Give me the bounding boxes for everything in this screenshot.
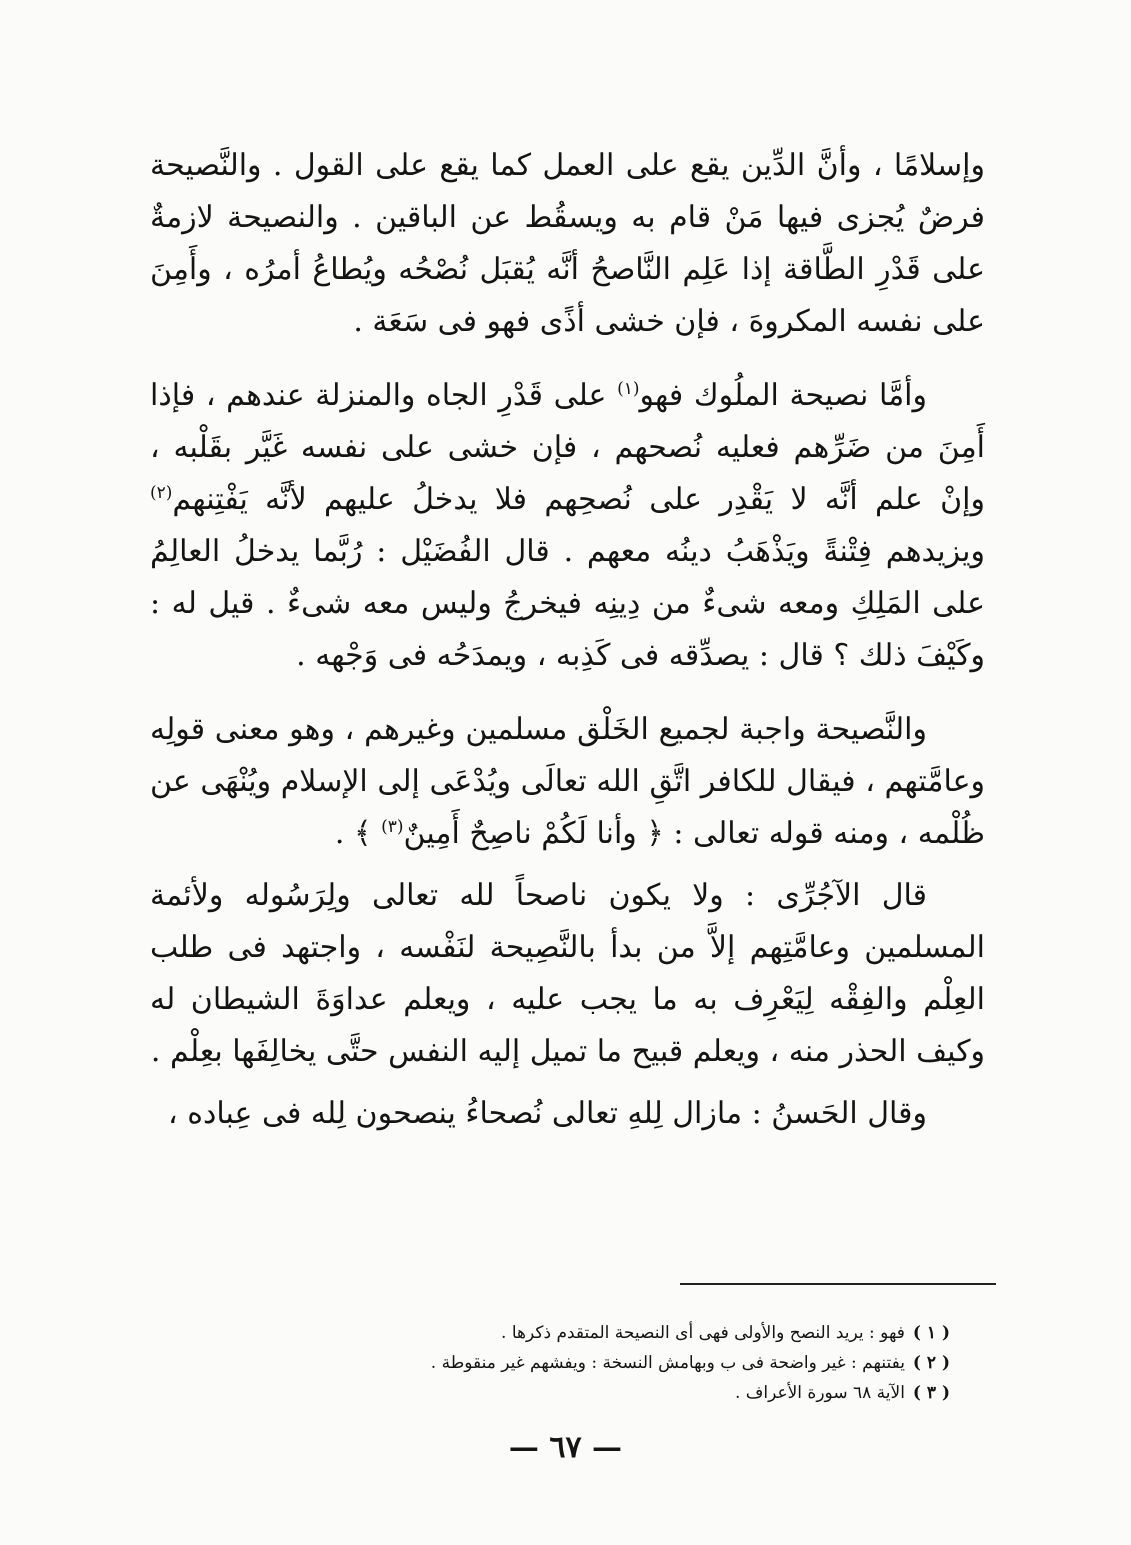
paragraph-3 (150, 704, 985, 860)
footnote-2 (360, 1348, 950, 1378)
main-text (150, 140, 985, 1162)
footnote-1-number: ( ١ ) (912, 1323, 950, 1343)
footnote-3-number: ( ٣ ) (912, 1383, 950, 1403)
footnote-ref-1: (١) (617, 379, 640, 399)
paragraph-4: قال الآجُرِّى : ولا يكون ناصحاً لله تعالى ولِرَسُوله ولأئمة المسلمين وعامَّتِهم إلاَّ من بدأ بالنَّصِيحة لنَفْسه ، واجتهد فى طلب العِلْم والفِقْه لِيَعْرِف به ما يجب عليه ، ويعلم عداوَةَ الشيطان له وكيف الحذر منه ، ويعلم قبيح ما تميل إليه النفس حتَّى يخالِفَها بعِلْم . (150, 878, 985, 1069)
paragraph-2-part-b: على قَدْرِ الجاه والمنزلة عندهم ، فإذا أَمِنَ من ضَرِّهم فعليه نُصحهم ، فإن خشى على نفسه غَيَّر بقَلْبه ، وإنْ علم أنَّه لا يَقْدِر على نُصحِهم فلا يدخلُ عليهم لأنَّه يَفْتِنهم (150, 378, 985, 517)
footnote-2-text: يفتنهم : غير واضحة فى ب وبهامش النسخة : ويفشهم غير منقوطة . (430, 1353, 905, 1373)
paragraph-1: وإسلامًا ، وأنَّ الدِّين يقع على العمل كما يقع على القول . والنَّصيحة فرضٌ يُجزى فيها مَنْ قام به ويسقُط عن الباقين . والنصيحة لازمةٌ على قَدْرِ الطَّاقة إذا عَلِم النَّاصحُ أنَّه يُقبَل نُصْحُه ويُطاعُ أمرُه ، وأَمِنَ على نفسه المكروهَ ، فإن خشى أذًى فهو فى سَعَة . (150, 148, 985, 339)
footnote-1-text: فهو : يريد النصح والأولى فهى أى النصيحة المتقدم ذكرها . (501, 1323, 905, 1343)
footnote-3 (360, 1378, 950, 1408)
page-number: — ٦٧ — (508, 1430, 623, 1465)
paragraph-3-part-a: والنَّصيحة واجبة لجميع الخَلْق مسلمين وغيرهم ، وهو معنى قولِه وعامَّتهم ، فيقال للكافر اتَّقِ الله تعالَى ويُدْعَى إلى الإسلام ويُنْهَى عن ظُلْمه ، ومنه قوله تعالى : ﴿ وأنا لَكُمْ ناصِحٌ أَمِينٌ (150, 712, 985, 851)
footnote-ref-2: (٢) (150, 483, 173, 503)
footnotes (360, 1318, 950, 1408)
footnote-1 (360, 1318, 950, 1348)
paragraph-3-part-b: ﴾ . (334, 816, 372, 851)
paragraph-2 (150, 370, 985, 682)
footnote-divider (680, 1283, 996, 1285)
paragraph-2-part-c: ويزيدهم فِتْنةً ويَذْهَبُ دينُه معهم . قال الفُضَيْل : رُبَّما يدخلُ العالِمُ على المَلِكِ ومعه شىءٌ من دِينِه فيخرجُ وليس معه شىءٌ . قيل له : وكَيْفَ ذلك ؟ قال : يصدِّقه فى كَذِبه ، ويمدَحُه فى وَجْهه . (150, 534, 985, 673)
footnote-2-number: ( ٢ ) (912, 1353, 950, 1373)
paragraph-5: وقال الحَسنُ : مازال لِلهِ تعالى نُصحاءُ ينصحون لِله فى عِباده ، (168, 1096, 927, 1131)
paragraph-2-part-a: وأمَّا نصيحة الملُوك فهو (639, 378, 928, 413)
footnote-ref-3: (٣) (381, 817, 404, 837)
footnote-3-text: الآية ٦٨ سورة الأعراف . (734, 1383, 905, 1403)
